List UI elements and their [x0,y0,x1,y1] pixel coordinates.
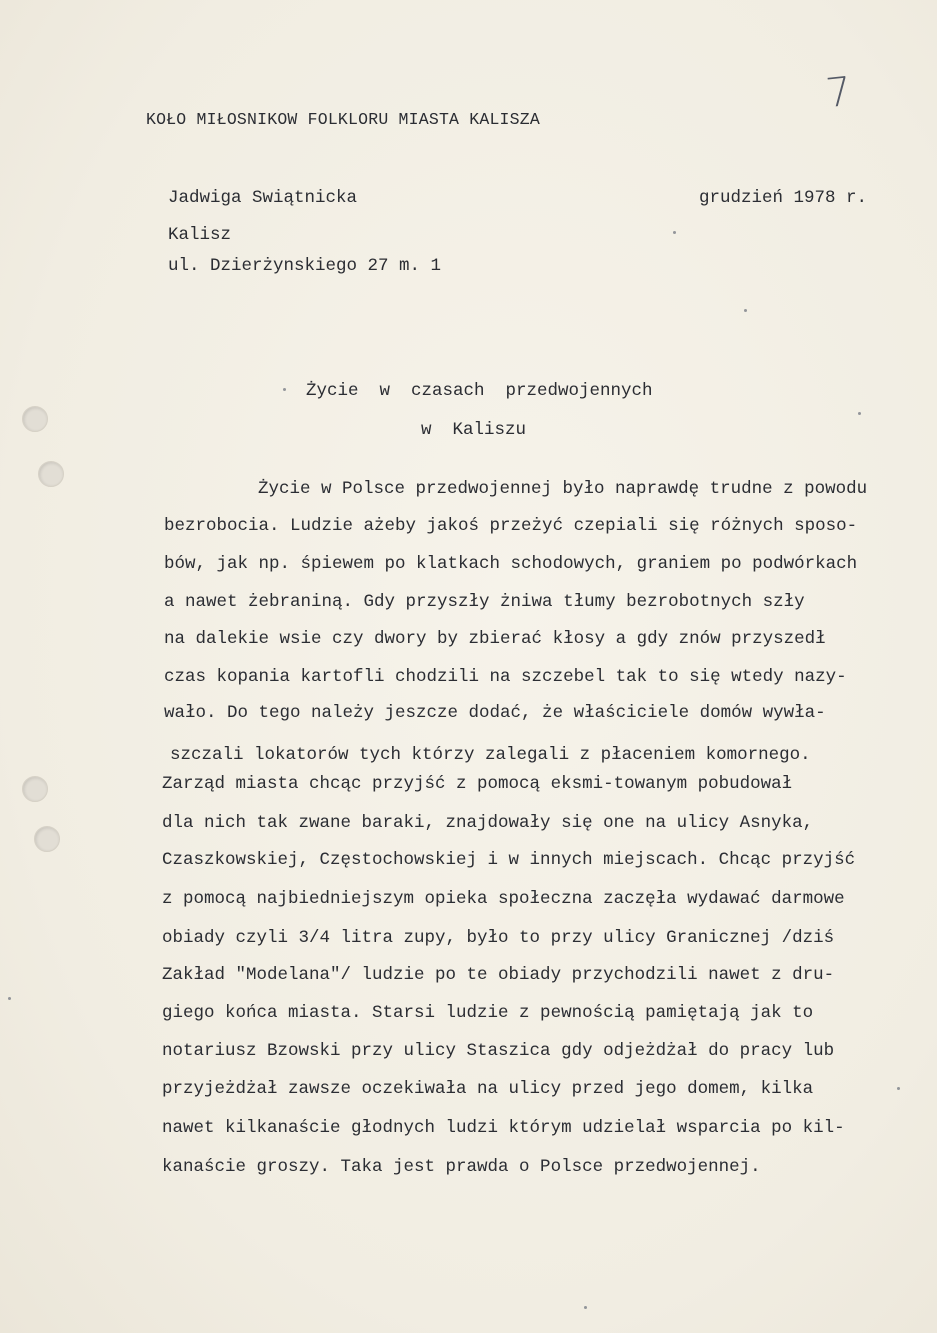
body-line: Zarząd miasta chcąc przyjść z pomocą eksmi-towanym pobudował [162,774,793,794]
body-line: nawet kilkanaście głodnych ludzi którym udzielał wsparcia po kil- [162,1118,845,1138]
body-line: przyjeżdżał zawsze oczekiwała na ulicy przed jego domem, kilka [162,1079,814,1099]
sender-city: Kalisz [168,225,232,245]
body-line: z pomocą najbiedniejszym opieka społeczna zaczęła wydawać darmowe [162,889,845,909]
body-line: bezrobocia. Ludzie ażeby jakoś przeżyć czepiali się różnych sposo- [164,516,858,536]
body-line: bów, jak np. śpiewem po klatkach schodowych, graniem po podwórkach [164,554,858,574]
binder-hole-3 [22,776,48,802]
body-line: czas kopania kartofli chodzili na szczebel tak to się wtedy nazy- [164,667,847,687]
ink-speck [744,309,747,312]
binder-hole-2 [38,461,64,487]
binder-hole-4 [34,826,60,852]
ink-speck [673,231,676,234]
handwritten-page-number: 7 [823,68,854,118]
ink-speck [8,997,11,1000]
binder-hole-1 [22,406,48,432]
organization-header: KOŁO MIŁOSNIKOW FOLKLORU MIASTA KALISZA [146,110,540,129]
title-line-1: Życie w czasach przedwojennych [306,381,653,401]
ink-speck [858,412,861,415]
body-line: giego końca miasta. Starsi ludzie z pewnością pamiętają jak to [162,1003,814,1023]
body-line: Zakład "Modelana"/ ludzie po te obiady przychodzili nawet z dru- [162,965,835,985]
body-line: na dalekie wsie czy dwory by zbierać kłosy a gdy znów przyszedł [164,629,826,649]
ink-speck [584,1306,587,1309]
body-line: szczali lokatorów tych którzy zalegali z płaceniem komornego. [170,745,811,765]
body-line: dla nich tak zwane baraki, znajdowały się one na ulicy Asnyka, [162,813,814,833]
sender-name: Jadwiga Swiątnicka [168,188,358,208]
body-line: notariusz Bzowski przy ulicy Staszica gdy odjeżdżał do pracy lub [162,1041,835,1061]
body-line: kanaście groszy. Taka jest prawda o Polsce przedwojennej. [162,1157,761,1177]
ink-speck [283,388,286,391]
title-line-2: w Kaliszu [421,420,527,440]
body-line: Czaszkowskiej, Częstochowskiej i w innych miejscach. Chcąc przyjść [162,850,856,870]
body-line: Życie w Polsce przedwojennej było naprawdę trudne z powodu [258,479,868,499]
document-date: grudzień 1978 r. [699,188,868,208]
ink-speck [897,1087,900,1090]
body-line: a nawet żebraniną. Gdy przyszły żniwa tłumy bezrobotnych szły [164,592,805,612]
body-line: obiady czyli 3/4 litra zupy, było to przy ulicy Granicznej /dziś [162,928,835,948]
body-line: wało. Do tego należy jeszcze dodać, że właściciele domów wywła- [164,703,826,723]
sender-street: ul. Dzierżynskiego 27 m. 1 [168,256,442,276]
